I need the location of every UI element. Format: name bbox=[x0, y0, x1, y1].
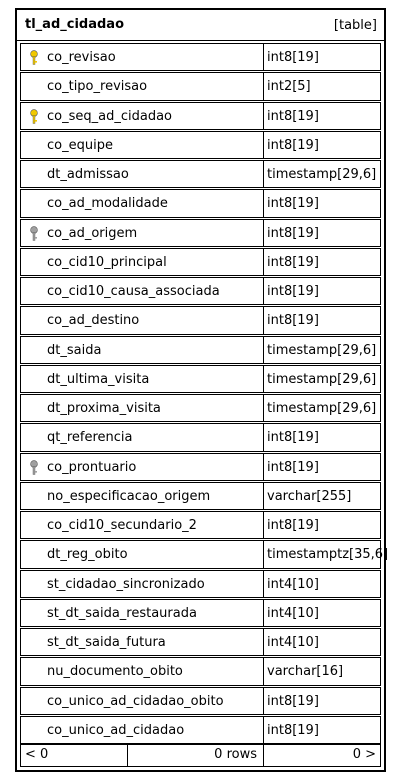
column-name: no_especificacao_origem bbox=[47, 488, 211, 504]
column-name-cell bbox=[20, 306, 263, 334]
column-name-cell bbox=[20, 687, 263, 715]
next-page-label: 0 > bbox=[352, 747, 376, 762]
column-name: co_ad_origem bbox=[47, 225, 138, 241]
table-type-tag: [table] bbox=[333, 18, 377, 33]
column-type-cell bbox=[263, 628, 381, 656]
prev-page-label: < 0 bbox=[25, 747, 49, 762]
column-type: int8[19] bbox=[267, 459, 319, 475]
column-row[interactable] bbox=[20, 716, 381, 745]
column-type-cell bbox=[263, 453, 381, 481]
table-header bbox=[17, 10, 384, 41]
column-name-cell bbox=[20, 599, 263, 627]
column-type-cell bbox=[263, 277, 381, 305]
column-row[interactable] bbox=[20, 277, 381, 306]
column-type-cell bbox=[263, 131, 381, 159]
foreign-key-icon bbox=[29, 460, 39, 476]
column-type-cell bbox=[263, 687, 381, 715]
column-type: int4[10] bbox=[267, 576, 319, 592]
column-row[interactable] bbox=[20, 570, 381, 599]
column-name-cell bbox=[20, 365, 263, 393]
column-type-cell bbox=[263, 482, 381, 510]
column-type-cell bbox=[263, 599, 381, 627]
column-name: co_prontuario bbox=[47, 459, 137, 475]
column-name-cell bbox=[20, 657, 263, 685]
column-row[interactable] bbox=[20, 453, 381, 482]
column-row[interactable] bbox=[20, 540, 389, 569]
column-name-cell bbox=[20, 628, 263, 656]
column-row[interactable] bbox=[20, 219, 381, 248]
column-row[interactable] bbox=[20, 43, 381, 72]
column-name-cell bbox=[20, 248, 263, 276]
column-row[interactable] bbox=[20, 131, 381, 160]
column-name-cell bbox=[20, 511, 263, 539]
column-row[interactable] bbox=[20, 72, 381, 101]
column-name-cell bbox=[20, 43, 263, 71]
column-name: dt_ultima_visita bbox=[47, 371, 150, 387]
column-row[interactable] bbox=[20, 511, 381, 540]
column-type-cell bbox=[263, 102, 381, 130]
column-type: varchar[16] bbox=[267, 664, 344, 680]
column-name-cell bbox=[20, 189, 263, 217]
column-type: timestamp[29,6] bbox=[267, 167, 377, 182]
column-row[interactable] bbox=[20, 657, 381, 686]
table-name: tl_ad_cidadao bbox=[25, 17, 124, 32]
column-name-cell bbox=[20, 102, 263, 130]
column-type: int8[19] bbox=[267, 430, 319, 446]
column-row[interactable] bbox=[20, 365, 381, 394]
column-type: int8[19] bbox=[267, 693, 319, 709]
column-type: int8[19] bbox=[267, 196, 319, 212]
column-type: int8[19] bbox=[267, 722, 319, 738]
foreign-key-icon bbox=[29, 226, 39, 242]
column-name: co_cid10_secundario_2 bbox=[47, 518, 197, 533]
column-type-cell bbox=[263, 189, 381, 217]
column-type-cell bbox=[263, 219, 381, 247]
column-name: co_seq_ad_cidadao bbox=[47, 108, 172, 124]
column-name: co_tipo_revisao bbox=[47, 79, 148, 95]
table-entity bbox=[15, 8, 389, 772]
column-type: int4[10] bbox=[267, 605, 319, 621]
column-type-cell bbox=[263, 511, 381, 539]
column-name-cell bbox=[20, 72, 263, 100]
column-type-cell bbox=[263, 540, 389, 568]
column-type-cell bbox=[263, 716, 381, 744]
column-row[interactable] bbox=[20, 160, 381, 189]
column-type: int8[19] bbox=[267, 284, 319, 299]
column-name: nu_documento_obito bbox=[47, 664, 183, 680]
column-type-cell bbox=[263, 657, 381, 685]
primary-key-icon bbox=[29, 50, 39, 66]
column-name: co_unico_ad_cidadao bbox=[47, 722, 185, 738]
column-name: dt_admissao bbox=[47, 167, 129, 182]
column-type-cell bbox=[263, 306, 381, 334]
column-type: timestamptz[35,6] bbox=[267, 547, 389, 563]
column-type-cell bbox=[263, 365, 381, 393]
column-type-cell bbox=[263, 570, 381, 598]
column-row[interactable] bbox=[20, 248, 381, 277]
column-name-cell bbox=[20, 482, 263, 510]
column-name-cell bbox=[20, 219, 263, 247]
row-count-label: 0 rows bbox=[214, 747, 257, 762]
column-type: int8[19] bbox=[267, 108, 319, 124]
column-name: co_ad_destino bbox=[47, 313, 140, 329]
column-type: int8[19] bbox=[267, 137, 319, 153]
column-type-cell bbox=[263, 72, 381, 100]
column-name-cell bbox=[20, 540, 263, 568]
column-type: int2[5] bbox=[267, 79, 311, 95]
column-type: int8[19] bbox=[267, 254, 319, 270]
column-row[interactable] bbox=[20, 394, 381, 423]
column-list bbox=[20, 43, 389, 745]
column-row[interactable] bbox=[20, 423, 381, 452]
column-type: varchar[255] bbox=[267, 488, 352, 504]
column-type: timestamp[29,6] bbox=[267, 342, 377, 358]
primary-key-icon bbox=[29, 109, 39, 125]
prev-page-button[interactable] bbox=[21, 745, 128, 766]
table-footer bbox=[20, 744, 381, 767]
next-page-button[interactable] bbox=[264, 745, 380, 766]
column-type-cell bbox=[263, 160, 381, 188]
column-name-cell bbox=[20, 716, 263, 744]
column-type: int8[19] bbox=[267, 518, 319, 533]
column-name-cell bbox=[20, 453, 263, 481]
column-row[interactable] bbox=[20, 189, 381, 218]
column-type: timestamp[29,6] bbox=[267, 401, 377, 416]
column-name-cell bbox=[20, 336, 263, 364]
column-type-cell bbox=[263, 43, 381, 71]
column-name: dt_proxima_visita bbox=[47, 401, 161, 416]
column-name-cell bbox=[20, 423, 263, 451]
column-name: st_cidadao_sincronizado bbox=[47, 576, 205, 592]
column-type: int8[19] bbox=[267, 313, 319, 329]
column-row[interactable] bbox=[20, 482, 381, 511]
column-type: int8[19] bbox=[267, 225, 319, 241]
row-count bbox=[128, 745, 264, 766]
column-type: timestamp[29,6] bbox=[267, 371, 377, 387]
column-row[interactable] bbox=[20, 336, 381, 365]
column-name: st_dt_saida_restaurada bbox=[47, 605, 197, 621]
column-name-cell bbox=[20, 131, 263, 159]
column-name: co_ad_modalidade bbox=[47, 196, 168, 212]
column-name: co_unico_ad_cidadao_obito bbox=[47, 693, 224, 709]
column-row[interactable] bbox=[20, 102, 381, 131]
column-name-cell bbox=[20, 277, 263, 305]
column-name: st_dt_saida_futura bbox=[47, 635, 166, 650]
column-name: co_revisao bbox=[47, 50, 116, 65]
column-name-cell bbox=[20, 394, 263, 422]
column-name-cell bbox=[20, 570, 263, 598]
column-row[interactable] bbox=[20, 687, 381, 716]
column-name: dt_saida bbox=[47, 342, 102, 358]
column-name: co_equipe bbox=[47, 137, 113, 153]
column-name: co_cid10_principal bbox=[47, 254, 167, 270]
column-name-cell bbox=[20, 160, 263, 188]
column-type-cell bbox=[263, 394, 381, 422]
column-type: int8[19] bbox=[267, 50, 319, 65]
column-row[interactable] bbox=[20, 599, 381, 628]
column-type-cell bbox=[263, 423, 381, 451]
column-type-cell bbox=[263, 336, 381, 364]
column-name: dt_reg_obito bbox=[47, 547, 128, 563]
column-type-cell bbox=[263, 248, 381, 276]
column-row[interactable] bbox=[20, 306, 381, 335]
column-name: co_cid10_causa_associada bbox=[47, 284, 220, 299]
column-row[interactable] bbox=[20, 628, 381, 657]
column-type: int4[10] bbox=[267, 635, 319, 650]
column-name: qt_referencia bbox=[47, 430, 133, 446]
